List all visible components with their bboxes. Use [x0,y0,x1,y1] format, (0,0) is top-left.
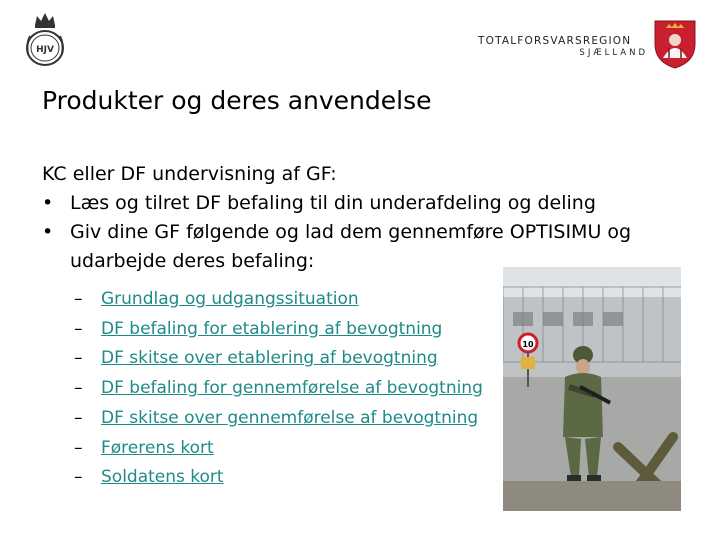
crown-emblem-icon [22,10,68,68]
slide-title: Produkter og deres anvendelse [42,86,432,115]
list-item: – DF skitse over gennemførelse af bevogtning [74,407,479,428]
bullet-text: Læs og tilret DF befaling til din underafdeling og deling [70,192,596,214]
bullet-item [42,189,692,218]
soldier-at-gate-photo [503,267,681,511]
link-skitse-gennemfoerelse[interactable]: DF skitse over gennemførelse af bevogtning [101,407,479,428]
speed-sign-text: 10 [522,340,534,349]
hjv-logo [22,10,68,68]
bullet-text: Giv dine GF følgende og lad dem gennemføre OPTISIMU og udarbejde deres befaling: [70,221,632,272]
intro-text: KC eller DF undervisning af GF: [42,163,337,185]
link-grundlag[interactable]: Grundlag og udgangssituation [101,289,359,309]
list-item: – Grundlag og udgangssituation [74,289,359,309]
list-item: – DF befaling for gennemførelse af bevogtning [74,378,483,399]
list-item: – Førerens kort [74,437,214,458]
hjv-logo-text: HJV [36,45,54,55]
region-line2: SJÆLLAND [579,48,648,58]
soldier-photo [503,267,681,511]
link-befaling-etablering[interactable]: DF befaling for etablering af bevogtning [101,318,443,339]
link-skitse-etablering[interactable]: DF skitse over etablering af bevogtning [101,348,438,369]
bullet-icon: • [42,192,54,214]
shield-coat-of-arms-icon [652,18,698,70]
region-line1: TOTALFORSVARSREGION [478,35,632,47]
bullet-icon: • [42,221,54,243]
region-shield-logo [652,18,698,70]
list-item: – Soldatens kort [74,467,224,488]
document-link-list [74,285,483,493]
list-item: – DF skitse over etablering af bevogtning [74,348,438,369]
list-item: – DF befaling for etablering af bevogtning [74,318,443,339]
link-befaling-gennemfoerelse[interactable]: DF befaling for gennemførelse af bevogtning [101,378,483,399]
bullet-item [42,218,692,276]
link-foererens-kort[interactable]: Førerens kort [101,437,214,458]
link-soldatens-kort[interactable]: Soldatens kort [101,467,224,488]
bullet-list [42,189,692,276]
slide-body [42,160,692,276]
region-name [478,35,648,59]
